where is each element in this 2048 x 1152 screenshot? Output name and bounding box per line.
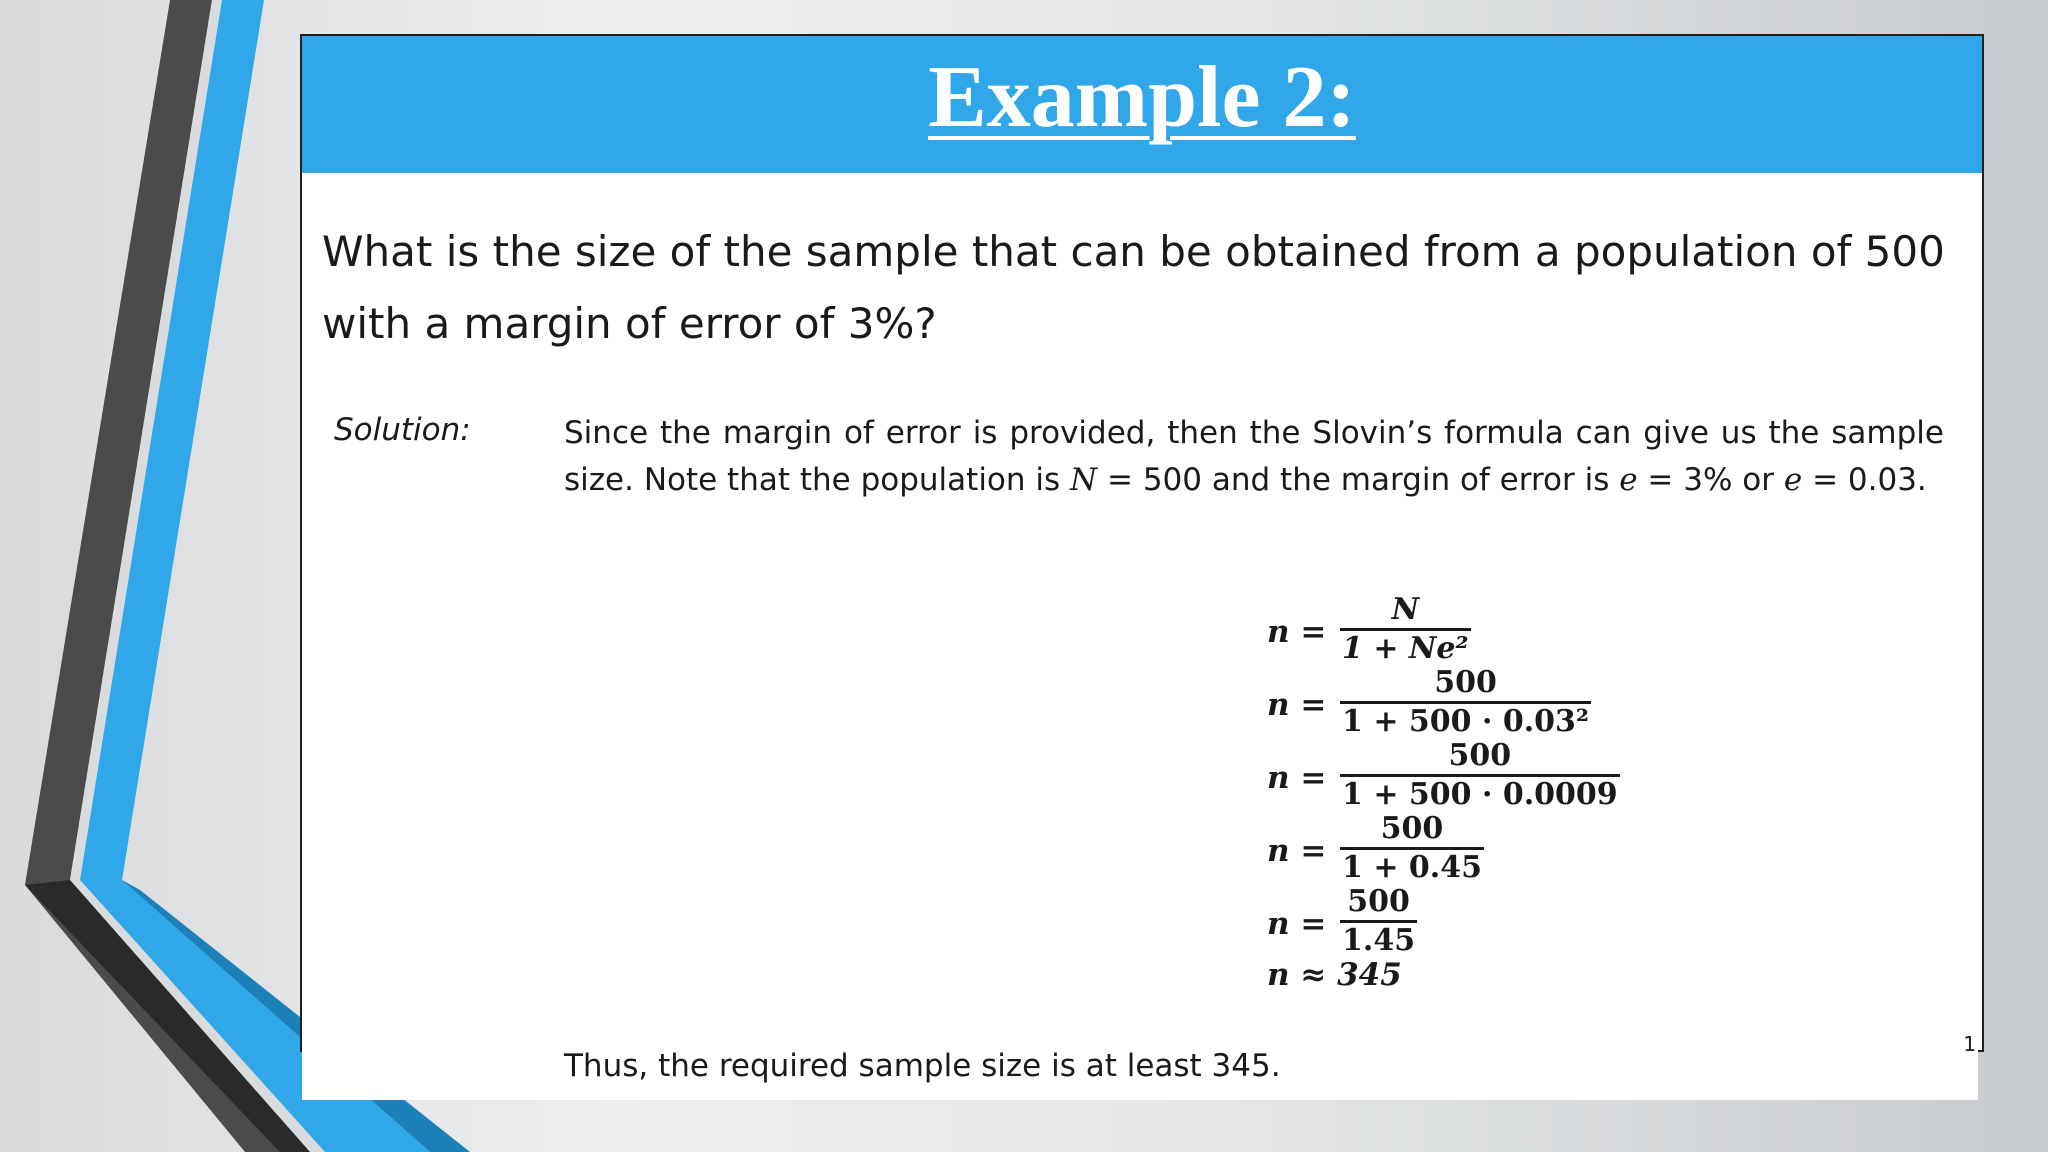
solution-text-part: Since the margin of error is provided, then the Slovin’s formula can give us the sample size. Note that the population is <box>564 415 1944 498</box>
question-text: What is the size of the sample that can be obtained from a population of 500 with a margin of error of 3%? <box>322 227 1945 348</box>
slide-card <box>300 34 1984 1084</box>
fraction <box>1340 592 1471 667</box>
solution-paragraph <box>564 410 1944 504</box>
denominator: 1 + 0.45 <box>1340 847 1484 886</box>
solution-text-part: = 500 and the margin of error is <box>1097 462 1620 498</box>
equation-lhs: n = <box>1267 833 1327 869</box>
solution-text-part: = 3% or <box>1637 462 1784 498</box>
denominator: 1.45 <box>1340 920 1417 959</box>
variable-e: e <box>1783 462 1803 498</box>
fraction <box>1340 811 1484 886</box>
equation-lhs: n = <box>1267 760 1327 796</box>
equation-result: n ≈ 345 <box>1267 957 1402 993</box>
page-number: 1 <box>1963 1032 1976 1056</box>
equation-lhs: n = <box>1267 906 1327 942</box>
denominator: 1 + 500 · 0.03² <box>1340 701 1591 740</box>
fraction <box>1340 665 1591 740</box>
numerator: 500 <box>1434 665 1497 700</box>
denominator: 1 + 500 · 0.0009 <box>1340 774 1620 813</box>
numerator: 500 <box>1448 738 1512 773</box>
denominator: 1 + Ne² <box>1340 628 1471 667</box>
numerator: 500 <box>1347 884 1410 919</box>
conclusion-text: Thus, the required sample size is at least 345. <box>564 1048 1281 1084</box>
fraction <box>1340 884 1417 959</box>
equation-lhs: n = <box>1267 687 1327 723</box>
fraction <box>1340 738 1620 813</box>
equation-lhs: n = <box>1267 614 1327 650</box>
numerator: 500 <box>1380 811 1444 846</box>
numerator: N <box>1391 592 1419 627</box>
solution-panel <box>302 356 1978 1100</box>
variable-N: N <box>1070 462 1098 498</box>
solution-label: Solution: <box>334 412 471 448</box>
variable-e: e <box>1619 462 1638 498</box>
solution-text-part: = 0.03. <box>1802 462 1927 498</box>
title-bar <box>302 36 1982 173</box>
slide-title: Example 2: <box>928 49 1356 146</box>
